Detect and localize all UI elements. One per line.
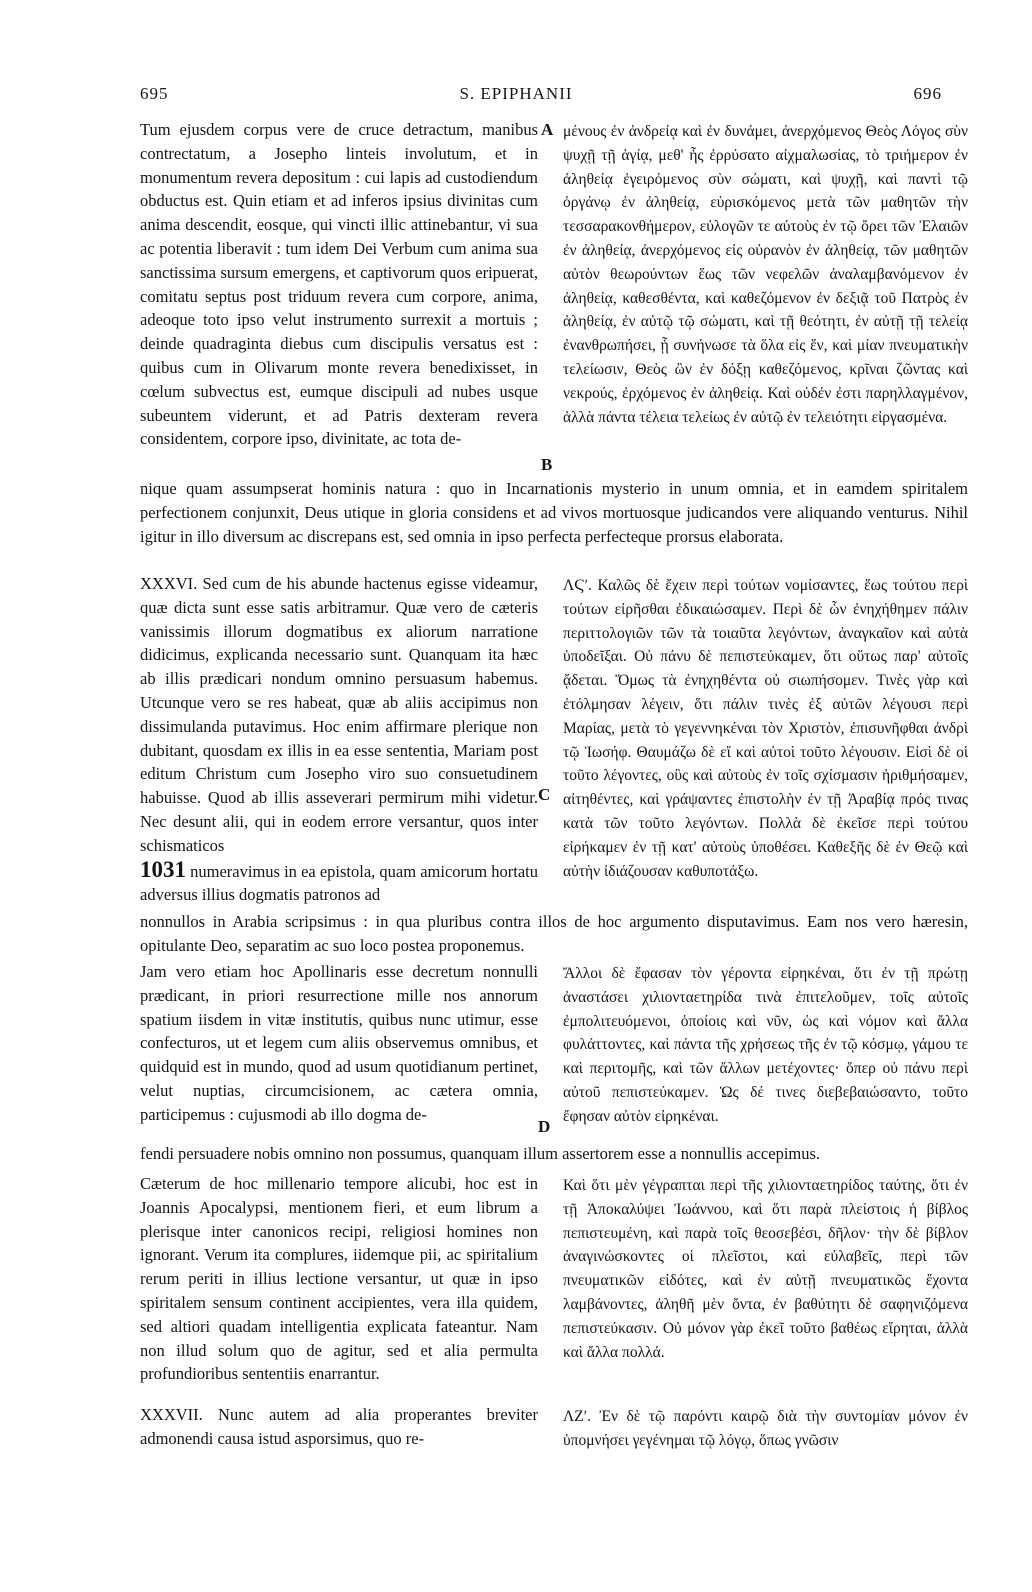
greek-text: ΛΖʹ. Ἐν δὲ τῷ παρόντι καιρῷ διὰ τὴν συντομίαν μόνον ἐν ὑπομνήσει γεγένημαι τῷ λόγῳ, ὅπως γνῶσιν <box>563 1408 968 1449</box>
latin-column-section-5 <box>140 1403 538 1451</box>
latin-column-section-4 <box>140 1172 538 1386</box>
greek-text: μένους ἐν ἀνδρείᾳ καὶ ἐν δυνάμει, ἀνερχόμενος Θεὸς Λόγος σὺν ψυχῇ τῇ ἁγίᾳ, μεθ' ἧς ἐρρύσατο αἰχμαλωσίας, τὸ τριήμερον ἐν ἀληθείᾳ ἐγειρόμενος σὺν σώματι, καὶ ψυχῇ, καὶ παντὶ τῷ ὀργάνῳ ἐν ἀληθείᾳ, εὑρισκόμενος μετὰ τῶν μαθητῶν τὴν τεσσαρακονθήμερον, εὐλογῶν τε αὐτοὺς ἐν τῷ ὄρει τῶν Ἐλαιῶν ἐν ἀληθείᾳ, ἀνερχόμενος εἰς οὐρανὸν ἐν ἀληθείᾳ, τῶν μαθητῶν αὐτὸν θεωρούντων ἕως τῶν νεφελῶν ἀναλαμβανόμενον ἐν ἀληθείᾳ, καθεσθέντα, καὶ καθεζόμενον ἐν δεξιᾷ τοῦ Πατρὸς ἐν ἀληθείᾳ, ἐν αὐτῷ τῷ σώματι, καὶ τῇ θεότητι, ἐν αὐτῇ τῇ τελείᾳ ἐνανθρωπήσει, ᾗ συνήνωσε τὰ ὅλα εἰς ἕν, καὶ μίαν πνευματικὴν τελείωσιν, Θεὸς ὢν ἐν δόξῃ καθεζόμενος, κρῖναι ζῶντας καὶ νεκρούς, ἐρχόμενος ἐν ἀληθείᾳ. Καὶ οὐδέν ἐστι παρηλλαγμένον, ἀλλὰ πάντα τέλεια τελείως ἐν αὐτῷ ἐν τελειότητι εἰργασμένα. <box>563 123 968 426</box>
latin-text: XXXVII. Nunc autem ad alia properantes breviter admonendi causa istud asporsimus, quo re- <box>140 1405 538 1448</box>
latin-text: XXXVI. Sed cum de his abunde hactenus egisse videamur, quæ dicta sunt esse satis arbitramur. Quæ vero de cæteris vanissimis illorum dogmatibus ex aliorum narratione didicimus, explicanda necessario sunt. Quanquam ita hæc ab illis prædicari nondum omnino persuasum habemus. Utcunque vero se res habeat, quæ ab aliis accipimus non dissimulanda putavimus. Hoc enim affirmare plerique non dubitant, quosdam ex illis in ea esse sententia, Mariam post editum Christum cum Josepho viro suo consuetudinem habuisse. Quod ab illis asseverari permirum mihi videtur. Nec desunt alii, qui in eodem errore versantur, quos inter schismaticos <box>140 574 538 855</box>
latin-text: Cæterum de hoc millenario tempore alicubi, hoc est in Joannis Apocalypsi, mentionem fieri, et eum librum a plerisque inter canonicos recipi, religiosi homines non ignorant. Verum ita complures, iidemque pii, ac spiritalium rerum periti in illius lectione versantur, ut quæ in ipso spiritalem sensum continent accipientes, vera illa quidem, sed altiori quadam intelligentia explicata fateantur. Nam non illud solum quo de agitur, sed et alia permulta profundioribus sententiis enarrantur. <box>140 1174 538 1384</box>
greek-column-section-5 <box>563 1405 968 1453</box>
greek-column-section-1 <box>563 120 968 429</box>
column-marker-c: C <box>538 785 551 804</box>
greek-column-section-2 <box>563 574 968 883</box>
latin-text: Tum ejusdem corpus vere de cruce detractum, manibus contrectatum, a Josepho linteis involutum, et in monumentum revera depositum : cui lapis ad custodiendum obductus est. Quin etiam et ad inferos ipsius divinitas cum anima descendit, eosque, qui vincti illic attinebantur, vi sua ac potentia liberavit : tum idem Dei Verbum cum anima sua sanctissima sursum emergens, et captivorum quos eripuerat, comitatu septus post triduum revera cum corpore, anima, adeoque toto ipso velut instrumento surrexit a mortuis ; deinde quadraginta diebus cum discipulis versatus est : quibus cum in Olivarum monte revera benedixisset, in cœlum subvectus est, eumque discipuli ad nubes usque subeuntem viderunt, et ad Patris dexteram revera considentem, corpore ipso, divinitate, ac tota de- <box>140 120 538 449</box>
latin-column-section-2 <box>140 572 538 907</box>
latin-column-section-1 <box>140 118 538 451</box>
latin-text-continued-part: numeravimus in ea epistola, quam amicorum hortatu adversus illius dogmatis patronos ad <box>140 861 539 905</box>
running-header <box>0 84 1032 114</box>
full-width-latin-section-3 <box>140 1142 968 1166</box>
latin-text-continued <box>140 858 538 908</box>
column-marker-b: B <box>541 455 553 474</box>
greek-column-section-4 <box>563 1174 968 1364</box>
greek-text: Καὶ ὅτι μὲν γέγραπται περὶ τῆς χιλιονταετηρίδος ταύτης, ὅτι ἐν τῇ Ἀποκαλύψει Ἰωάννου, καὶ ὅτι παρὰ πλείστοις ἡ βίβλος πεπιστευμένη, καὶ παρὰ τοῖς θεοσεβέσι, δῆλον· τὴν δὲ βίβλον ἀναγινώσκοντες οἱ πλεῖστοι, καὶ εὐλαβεῖς, περὶ τῶν πνευματικῶν εἰδότες, καὶ ἐν αὐτῇ πνευματικῶς ἔχοντα λαμβάνοντες, ἀληθῆ μὲν ὄντα, ἐν βαθύτητι δὲ σαφηνιζόμενα πεπιστεύκασιν. Οὐ μόνον γὰρ ἐκεῖ τοῦτο βαθέως εἴρηται, ἀλλὰ καὶ ἄλλα πολλά. <box>563 1177 968 1361</box>
latin-full-text: nonnullos in Arabia scripsimus : in qua pluribus contra illos de hoc argumento disputavimus. Eam nos vero hæresin, opitulante Deo, separatim ac suo loco postea proponemus. <box>140 912 968 955</box>
latin-full-text: nique quam assumpserat hominis natura : quo in Incarnationis mysterio in unum omnia, et in eamdem spiritalem perfectionem conjunxit, Deus utique in gloria considens et ad vivos mortuosque judicandos vere aliquando venturus. Nihil igitur in illo diversum ac discrepans est, sed omnia in ipso perfecta perfecteque prorsus elaborata. <box>140 479 968 546</box>
greek-text: ΛϚʹ. Καλῶς δὲ ἔχειν περὶ τούτων νομίσαντες, ἕως τούτου περὶ τούτων εἰρῆσθαι ἐδικαιώσαμεν. Περὶ δὲ ὧν ἐνηχήθημεν πάλιν περιττολογιῶν τῶν τὰ τοιαῦτα λεγόντων, ἀναγκαῖον καὶ αὐτὰ ὑποδεῖξαι. Οὐ πάνυ δὲ πεπιστεύκαμεν, ὅτι οὕτως παρ' αὐτοῖς ᾄδεται. Ὅμως τὰ ἐνηχηθέντα οὐ σιωπήσομεν. Τινὲς γὰρ καὶ ἐτόλμησαν λέγειν, ὅτι πάλιν τινὲς ἐξ αὐτῶν λέγουσι περὶ Μαρίας, μετὰ τὸ γεγεννηκέναι τὸν Χριστὸν, ἐπισυνῆφθαι ἀνδρὶ τῷ Ἰωσήφ. Θαυμάζω δὲ εἴ καὶ αὐτοὶ τοῦτο λέγουσιν. Εἰσὶ δὲ οἱ τοῦτο λέγοντες, οὓς καὶ αὐτοὺς ἐν τοῖς σχίσμασιν ἠριθμήσαμεν, αἰτηθέντες, καὶ γράψαντες ἐπιστολὴν ἐν τῇ Ἀραβίᾳ πρός τινας κατὰ τῶν τοῦτο λεγόντων. Πολλὰ δὲ ἐκεῖσε περὶ τούτου εἰρήκαμεν ἐν τῇ κατ' αὐτοὺς ὑποθέσει. Καθεξῆς δὲ ἐν Θεῷ καὶ αὐτὴν ἰδιάζουσαν καθυποτάξω. <box>563 577 968 880</box>
column-marker-a: A <box>541 120 554 139</box>
greek-text: Ἄλλοι δὲ ἔφασαν τὸν γέροντα εἰρηκέναι, ὅτι ἐν τῇ πρώτῃ ἀναστάσει χιλιονταετηρίδα τινὰ ἐπιτελοῦμεν, τοῖς αὐτοῖς ἐμπολιτευόμενοι, ὁποίοις καὶ νῦν, ὡς καὶ νόμον καὶ ἄλλα φυλάττοντες, καὶ πάντα τῆς χρήσεως τῆς ἐν τῷ κόσμῳ, γάμου τε καὶ περιτομῆς, καὶ τῶν ἄλλων μετέχοντες· ὅπερ οὐ πάνυ περὶ αὐτοῦ πεπιστεύκαμεν. Ὡς δέ τινες διεβεβαιώσαντο, τοῦτο ἔφησαν αὐτὸν εἰρηκέναι. <box>563 965 968 1125</box>
latin-full-text: fendi persuadere nobis omnino non possumus, quanquam illum assertorem esse a nonnullis accepimus. <box>140 1144 821 1163</box>
column-marker-d: D <box>538 1117 551 1136</box>
page-number-left: 695 <box>140 84 169 103</box>
page-number-right: 696 <box>913 84 942 103</box>
full-width-latin-section-1 <box>140 477 968 548</box>
full-width-latin-section-2 <box>140 910 968 958</box>
greek-column-section-3 <box>563 962 968 1129</box>
latin-text: Jam vero etiam hoc Apollinaris esse decretum nonnulli prædicant, in priori resurrectione mille nos annorum spatium iisdem in vitæ institutis, quibus nunc utimur, esse confecturos, ut et legem cum aliis observemus omnibus, et quidquid est in mundo, quod ad usum quotidianum pertinet, velut nuptias, circumcisionem, ac cætera omnia, participemus : cujusmodi ab illo dogma de- <box>140 962 538 1124</box>
running-title: S. EPIPHANII <box>459 84 573 103</box>
column-number: 1031 <box>140 856 186 882</box>
latin-column-section-3 <box>140 960 538 1127</box>
